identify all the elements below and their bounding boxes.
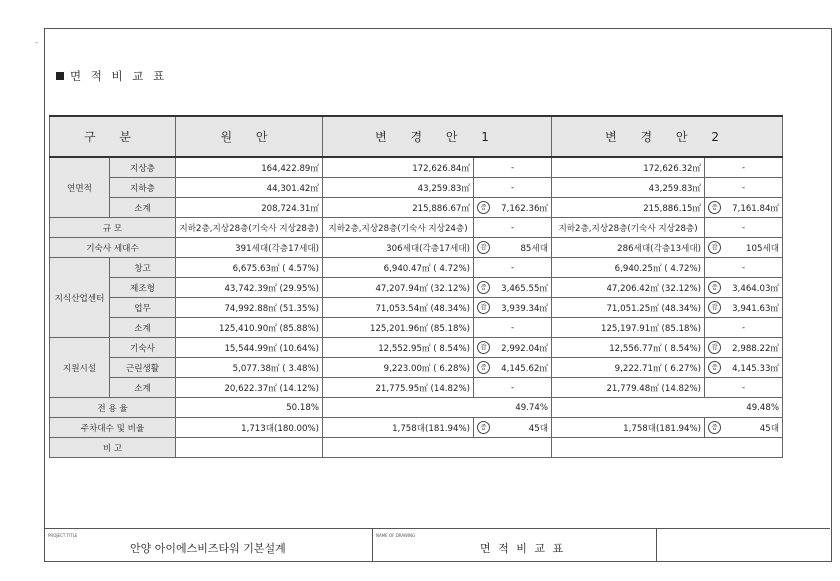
alt2-diff: -: [705, 258, 783, 278]
alt2-value: 71,051.25㎡ (48.34%): [552, 298, 705, 318]
alt2-diff: -: [705, 178, 783, 198]
margin-mark: -: [35, 38, 39, 48]
increase-circle-icon: 증: [477, 421, 490, 434]
increase-circle-icon: 증: [708, 281, 721, 294]
alt2-value: 12,556.77㎡ ( 8.54%): [552, 338, 705, 358]
alt1-value: 12,552.95㎡ ( 8.54%): [323, 338, 474, 358]
alt2-diff-cell: [705, 238, 783, 258]
alt2-diff: 45대: [759, 423, 780, 434]
alt1-diff-cell: [474, 278, 552, 298]
alt1-value: 21,775.95㎡ (14.82%): [323, 378, 474, 398]
col-header-alt2: 변 경 안 2: [552, 116, 783, 157]
alt2-diff: 105세대: [746, 243, 780, 254]
alt2-value: 9,222.71㎡ ( 6.27%): [552, 358, 705, 378]
orig-value: 6,675.63㎡ ( 4.57%): [176, 258, 323, 278]
table-row: [50, 358, 783, 378]
alt1-value: 47,207.94㎡ (32.12%): [323, 278, 474, 298]
alt1-diff: -: [474, 218, 552, 238]
alt1-value: 1,758대(181.94%): [323, 418, 474, 438]
table-row: [50, 157, 783, 178]
col-header-category: 구 분: [50, 116, 176, 157]
alt1-diff-cell: [474, 298, 552, 318]
alt2-value: 172,626.32㎡: [552, 157, 705, 178]
row-label: 창고: [110, 258, 176, 278]
alt2-value: 6,940.25㎡ ( 4.72%): [552, 258, 705, 278]
alt2-diff-cell: [705, 198, 783, 218]
increase-circle-icon: 증: [708, 421, 721, 434]
orig-value: 164,422.89㎡: [176, 157, 323, 178]
table-row: [50, 238, 783, 258]
alt1-value: 172,626.84㎡: [323, 157, 474, 178]
alt2-diff: 4,145.33㎡: [732, 363, 780, 374]
row-label: 소계: [110, 318, 176, 338]
alt1-diff: -: [474, 178, 552, 198]
table-row: [50, 178, 783, 198]
alt2-value: 125,197.91㎡ (85.18%): [552, 318, 705, 338]
table-row: [50, 378, 783, 398]
alt2-diff: 2,988.22㎡: [732, 343, 780, 354]
alt1-diff: -: [474, 157, 552, 178]
orig-value: 44,301.42㎡: [176, 178, 323, 198]
col-header-original: 원 안: [176, 116, 323, 157]
alt2-value: 215,886.15㎡: [552, 198, 705, 218]
alt2-diff-cell: [705, 278, 783, 298]
row-label: 비 고: [50, 438, 176, 458]
alt2-value: 지하2층,지상28층(기숙사 지상28층): [552, 218, 705, 238]
table-row: [50, 218, 783, 238]
title-block: [44, 528, 830, 561]
alt2-diff-cell: [705, 298, 783, 318]
group-label: 지원시설: [50, 338, 110, 398]
title-block-divider: [656, 529, 657, 561]
alt2-value: 1,758대(181.94%): [552, 418, 705, 438]
row-label: 소계: [110, 198, 176, 218]
alt1-diff: -: [474, 258, 552, 278]
alt1-diff-cell: [474, 418, 552, 438]
row-label: 주차대수 및 비율: [50, 418, 176, 438]
increase-circle-icon: 증: [477, 361, 490, 374]
alt2-diff: 7,161.84㎡: [732, 203, 780, 214]
row-label: 지상층: [110, 157, 176, 178]
orig-value: 지하2층,지상28층(기숙사 지상28층): [176, 218, 323, 238]
group-label: 지식산업센터: [50, 258, 110, 338]
alt2-diff: 3,464.03㎡: [732, 283, 780, 294]
orig-value: 1,713대(180.00%): [176, 418, 323, 438]
drawing-caption: NAME OF DRAWING: [376, 533, 416, 538]
row-label: 전 용 율: [50, 398, 176, 418]
alt2-diff: -: [705, 318, 783, 338]
table-row: [50, 318, 783, 338]
decrease-circle-icon: 감: [708, 301, 721, 314]
orig-value: 125,410.90㎡ (85.88%): [176, 318, 323, 338]
decrease-circle-icon: 감: [708, 241, 721, 254]
alt1-diff: 3,465.55㎡: [501, 283, 549, 294]
table-row: [50, 338, 783, 358]
alt1-value: 125,201.96㎡ (85.18%): [323, 318, 474, 338]
row-label: 제조형: [110, 278, 176, 298]
alt1-diff-cell: [474, 238, 552, 258]
orig-value: 74,992.88㎡ (51.35%): [176, 298, 323, 318]
table-row: [50, 418, 783, 438]
alt1-diff: 85세대: [520, 243, 549, 254]
decrease-circle-icon: 감: [477, 341, 490, 354]
col-header-alt1: 변 경 안 1: [323, 116, 552, 157]
alt1-diff-cell: [474, 358, 552, 378]
heading-text: 면 적 비 교 표: [70, 69, 168, 83]
alt1-diff-cell: [474, 198, 552, 218]
project-caption: PROJECT TITLE: [48, 533, 78, 538]
alt1-diff: 2,992.04㎡: [501, 343, 549, 354]
alt1-value: 49.74%: [323, 398, 552, 418]
page-heading: [56, 68, 167, 84]
alt1-value: 71,053.54㎡ (48.34%): [323, 298, 474, 318]
table-row: [50, 398, 783, 418]
alt2-diff: -: [705, 157, 783, 178]
drawing-title: 면 적 비 교 표: [480, 542, 566, 555]
increase-circle-icon: 증: [708, 361, 721, 374]
alt1-diff: 45대: [528, 423, 549, 434]
alt1-diff-cell: [474, 338, 552, 358]
orig-value: 43,742.39㎡ (29.95%): [176, 278, 323, 298]
orig-value: 391세대(각층17세대): [176, 238, 323, 258]
alt1-value: 6,940.47㎡ ( 4.72%): [323, 258, 474, 278]
alt2-diff-cell: [705, 358, 783, 378]
alt1-value: 306세대(각층17세대): [323, 238, 474, 258]
alt2-diff: -: [705, 218, 783, 238]
project-title: 안양 아이에스비즈타워 기본설계: [130, 542, 286, 555]
area-comparison-table: [49, 115, 783, 458]
increase-circle-icon: 증: [708, 201, 721, 214]
row-label: 업무: [110, 298, 176, 318]
remarks-alt2: [552, 438, 783, 458]
increase-circle-icon: 증: [477, 201, 490, 214]
table-row: [50, 198, 783, 218]
table-row: [50, 278, 783, 298]
row-label: 기숙사 세대수: [50, 238, 176, 258]
decrease-circle-icon: 감: [708, 341, 721, 354]
alt1-value: 43,259.83㎡: [323, 178, 474, 198]
group-label: 연면적: [50, 157, 110, 218]
alt2-value: 43,259.83㎡: [552, 178, 705, 198]
table-row: [50, 258, 783, 278]
row-label: 근린생활: [110, 358, 176, 378]
alt2-value: 47,206.42㎡ (32.12%): [552, 278, 705, 298]
orig-value: 50.18%: [176, 398, 323, 418]
alt2-value: 286세대(각층13세대): [552, 238, 705, 258]
alt1-diff: 3,939.34㎡: [501, 303, 549, 314]
table-row: [50, 438, 783, 458]
alt2-diff-cell: [705, 338, 783, 358]
table-row: [50, 298, 783, 318]
alt1-value: 9,223.00㎡ ( 6.28%): [323, 358, 474, 378]
orig-value: 15,544.99㎡ (10.64%): [176, 338, 323, 358]
alt2-diff-cell: [705, 418, 783, 438]
row-label: 지하층: [110, 178, 176, 198]
square-bullet-icon: [56, 72, 64, 80]
alt2-diff: -: [705, 378, 783, 398]
orig-value: 208,724.31㎡: [176, 198, 323, 218]
alt2-diff: 3,941.63㎡: [732, 303, 780, 314]
decrease-circle-icon: 감: [477, 301, 490, 314]
header-row: [50, 116, 783, 157]
alt1-value: 215,886.67㎡: [323, 198, 474, 218]
orig-value: 20,622.37㎡ (14.12%): [176, 378, 323, 398]
alt2-value: 49.48%: [552, 398, 783, 418]
title-block-divider: [372, 529, 373, 561]
alt1-value: 지하2층,지상28층(기숙사 지상24층): [323, 218, 474, 238]
orig-value: 5,077.38㎡ ( 3.48%): [176, 358, 323, 378]
remarks-alt1: [323, 438, 552, 458]
decrease-circle-icon: 감: [477, 241, 490, 254]
alt1-diff: -: [474, 378, 552, 398]
alt1-diff: 4,145.62㎡: [501, 363, 549, 374]
row-label: 소계: [110, 378, 176, 398]
alt1-diff: 7,162.36㎡: [501, 203, 549, 214]
increase-circle-icon: 증: [477, 281, 490, 294]
row-label: 규 모: [50, 218, 176, 238]
alt2-value: 21,779.48㎡ (14.82%): [552, 378, 705, 398]
alt1-diff: -: [474, 318, 552, 338]
remarks-orig: [176, 438, 323, 458]
row-label: 기숙사: [110, 338, 176, 358]
